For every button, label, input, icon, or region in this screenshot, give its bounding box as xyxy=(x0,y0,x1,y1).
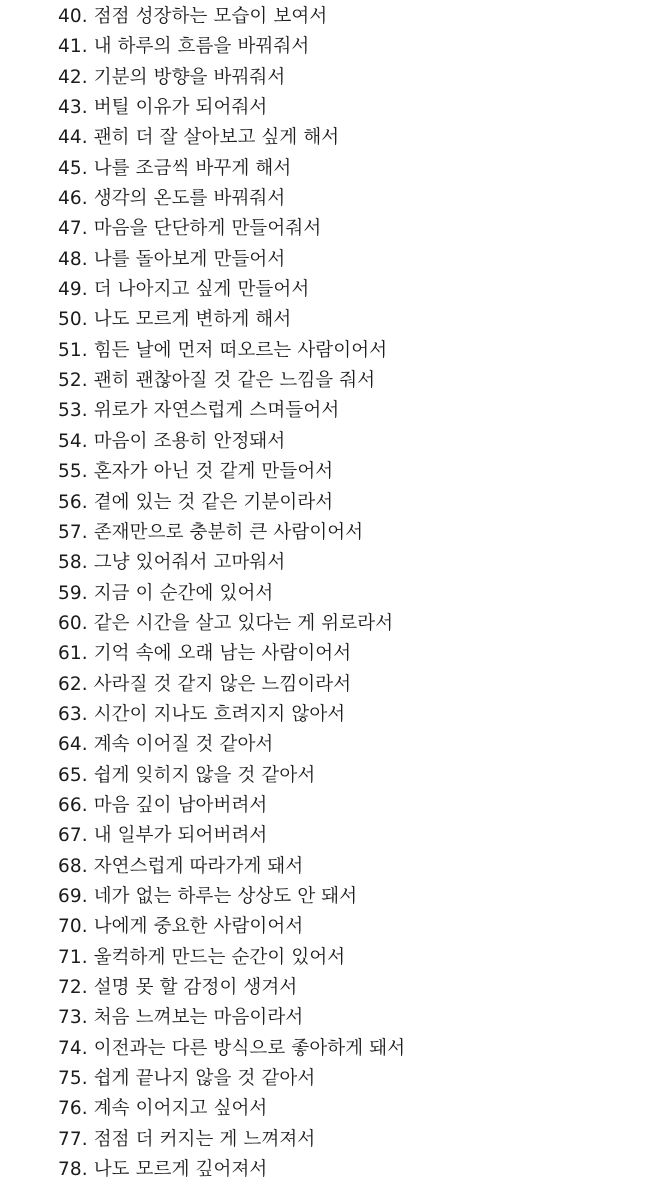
list-item: 70. 나에게 중요한 사람이어서 xyxy=(58,916,304,938)
list-item: 73. 처음 느껴보는 마음이라서 xyxy=(58,1007,304,1029)
list-item: 69. 네가 없는 하루는 상상도 안 돼서 xyxy=(58,885,358,907)
list-item: 65. 쉽게 잊히지 않을 것 같아서 xyxy=(58,764,316,786)
list-item: 59. 지금 이 순간에 있어서 xyxy=(58,582,274,604)
list-item: 48. 나를 돌아보게 만들어서 xyxy=(58,248,286,270)
list-item: 75. 쉽게 끝나지 않을 것 같아서 xyxy=(58,1068,316,1090)
list-item: 66. 마음 깊이 남아버려서 xyxy=(58,794,268,816)
list-item: 61. 기억 속에 오래 남는 사람이어서 xyxy=(58,643,352,665)
list-item: 45. 나를 조금씩 바꾸게 해서 xyxy=(58,157,292,179)
list-item: 55. 혼자가 아닌 것 같게 만들어서 xyxy=(58,461,334,483)
list-item: 52. 괜히 괜찮아질 것 같은 느낌을 줘서 xyxy=(58,370,376,392)
list-item: 53. 위로가 자연스럽게 스며들어서 xyxy=(58,400,340,422)
list-item: 57. 존재만으로 충분히 큰 사람이어서 xyxy=(58,521,364,543)
list-item: 72. 설명 못 할 감정이 생겨서 xyxy=(58,977,298,998)
list-item: 54. 마음이 조용히 안정돼서 xyxy=(58,430,286,452)
list-item: 68. 자연스럽게 따라가게 돼서 xyxy=(58,855,304,877)
list-item: 51. 힘든 날에 먼저 떠오르는 사람이어서 xyxy=(58,339,388,361)
list-item: 49. 더 나아지고 싶게 만들어서 xyxy=(58,279,310,301)
numbered-list xyxy=(58,2,656,1185)
list-item: 60. 같은 시간을 살고 있다는 게 위로라서 xyxy=(58,612,394,634)
list-item: 40. 점점 성장하는 모습이 보여서 xyxy=(58,6,328,27)
list-item: 47. 마음을 단단하게 만들어줘서 xyxy=(58,218,322,240)
list-item: 62. 사라질 것 같지 않은 느낌이라서 xyxy=(58,673,352,695)
list-item: 77. 점점 더 커지는 게 느껴져서 xyxy=(58,1128,316,1150)
list-item: 56. 곁에 있는 것 같은 기분이라서 xyxy=(58,491,334,513)
list-item: 78. 나도 모르게 깊어져서 xyxy=(58,1159,268,1181)
list-item: 71. 울컥하게 만드는 순간이 있어서 xyxy=(58,946,346,968)
list-item: 63. 시간이 지나도 흐려지지 않아서 xyxy=(58,703,346,725)
list-item: 76. 계속 이어지고 싶어서 xyxy=(58,1098,268,1120)
list-item: 42. 기분의 방향을 바꿔줘서 xyxy=(58,66,286,88)
list-item: 43. 버틸 이유가 되어줘서 xyxy=(58,97,268,119)
list-item: 64. 계속 이어질 것 같아서 xyxy=(58,734,274,756)
list-item: 41. 내 하루의 흐름을 바꿔줘서 xyxy=(58,36,310,58)
list-item: 58. 그냥 있어줘서 고마워서 xyxy=(58,552,286,574)
list-item: 74. 이전과는 다른 방식으로 좋아하게 돼서 xyxy=(58,1037,406,1059)
list-item: 46. 생각의 온도를 바꿔줘서 xyxy=(58,188,286,210)
list-item: 67. 내 일부가 되어버려서 xyxy=(58,825,268,847)
list-item: 50. 나도 모르게 변하게 해서 xyxy=(58,309,292,331)
list-item: 44. 괜히 더 잘 살아보고 싶게 해서 xyxy=(58,127,340,149)
